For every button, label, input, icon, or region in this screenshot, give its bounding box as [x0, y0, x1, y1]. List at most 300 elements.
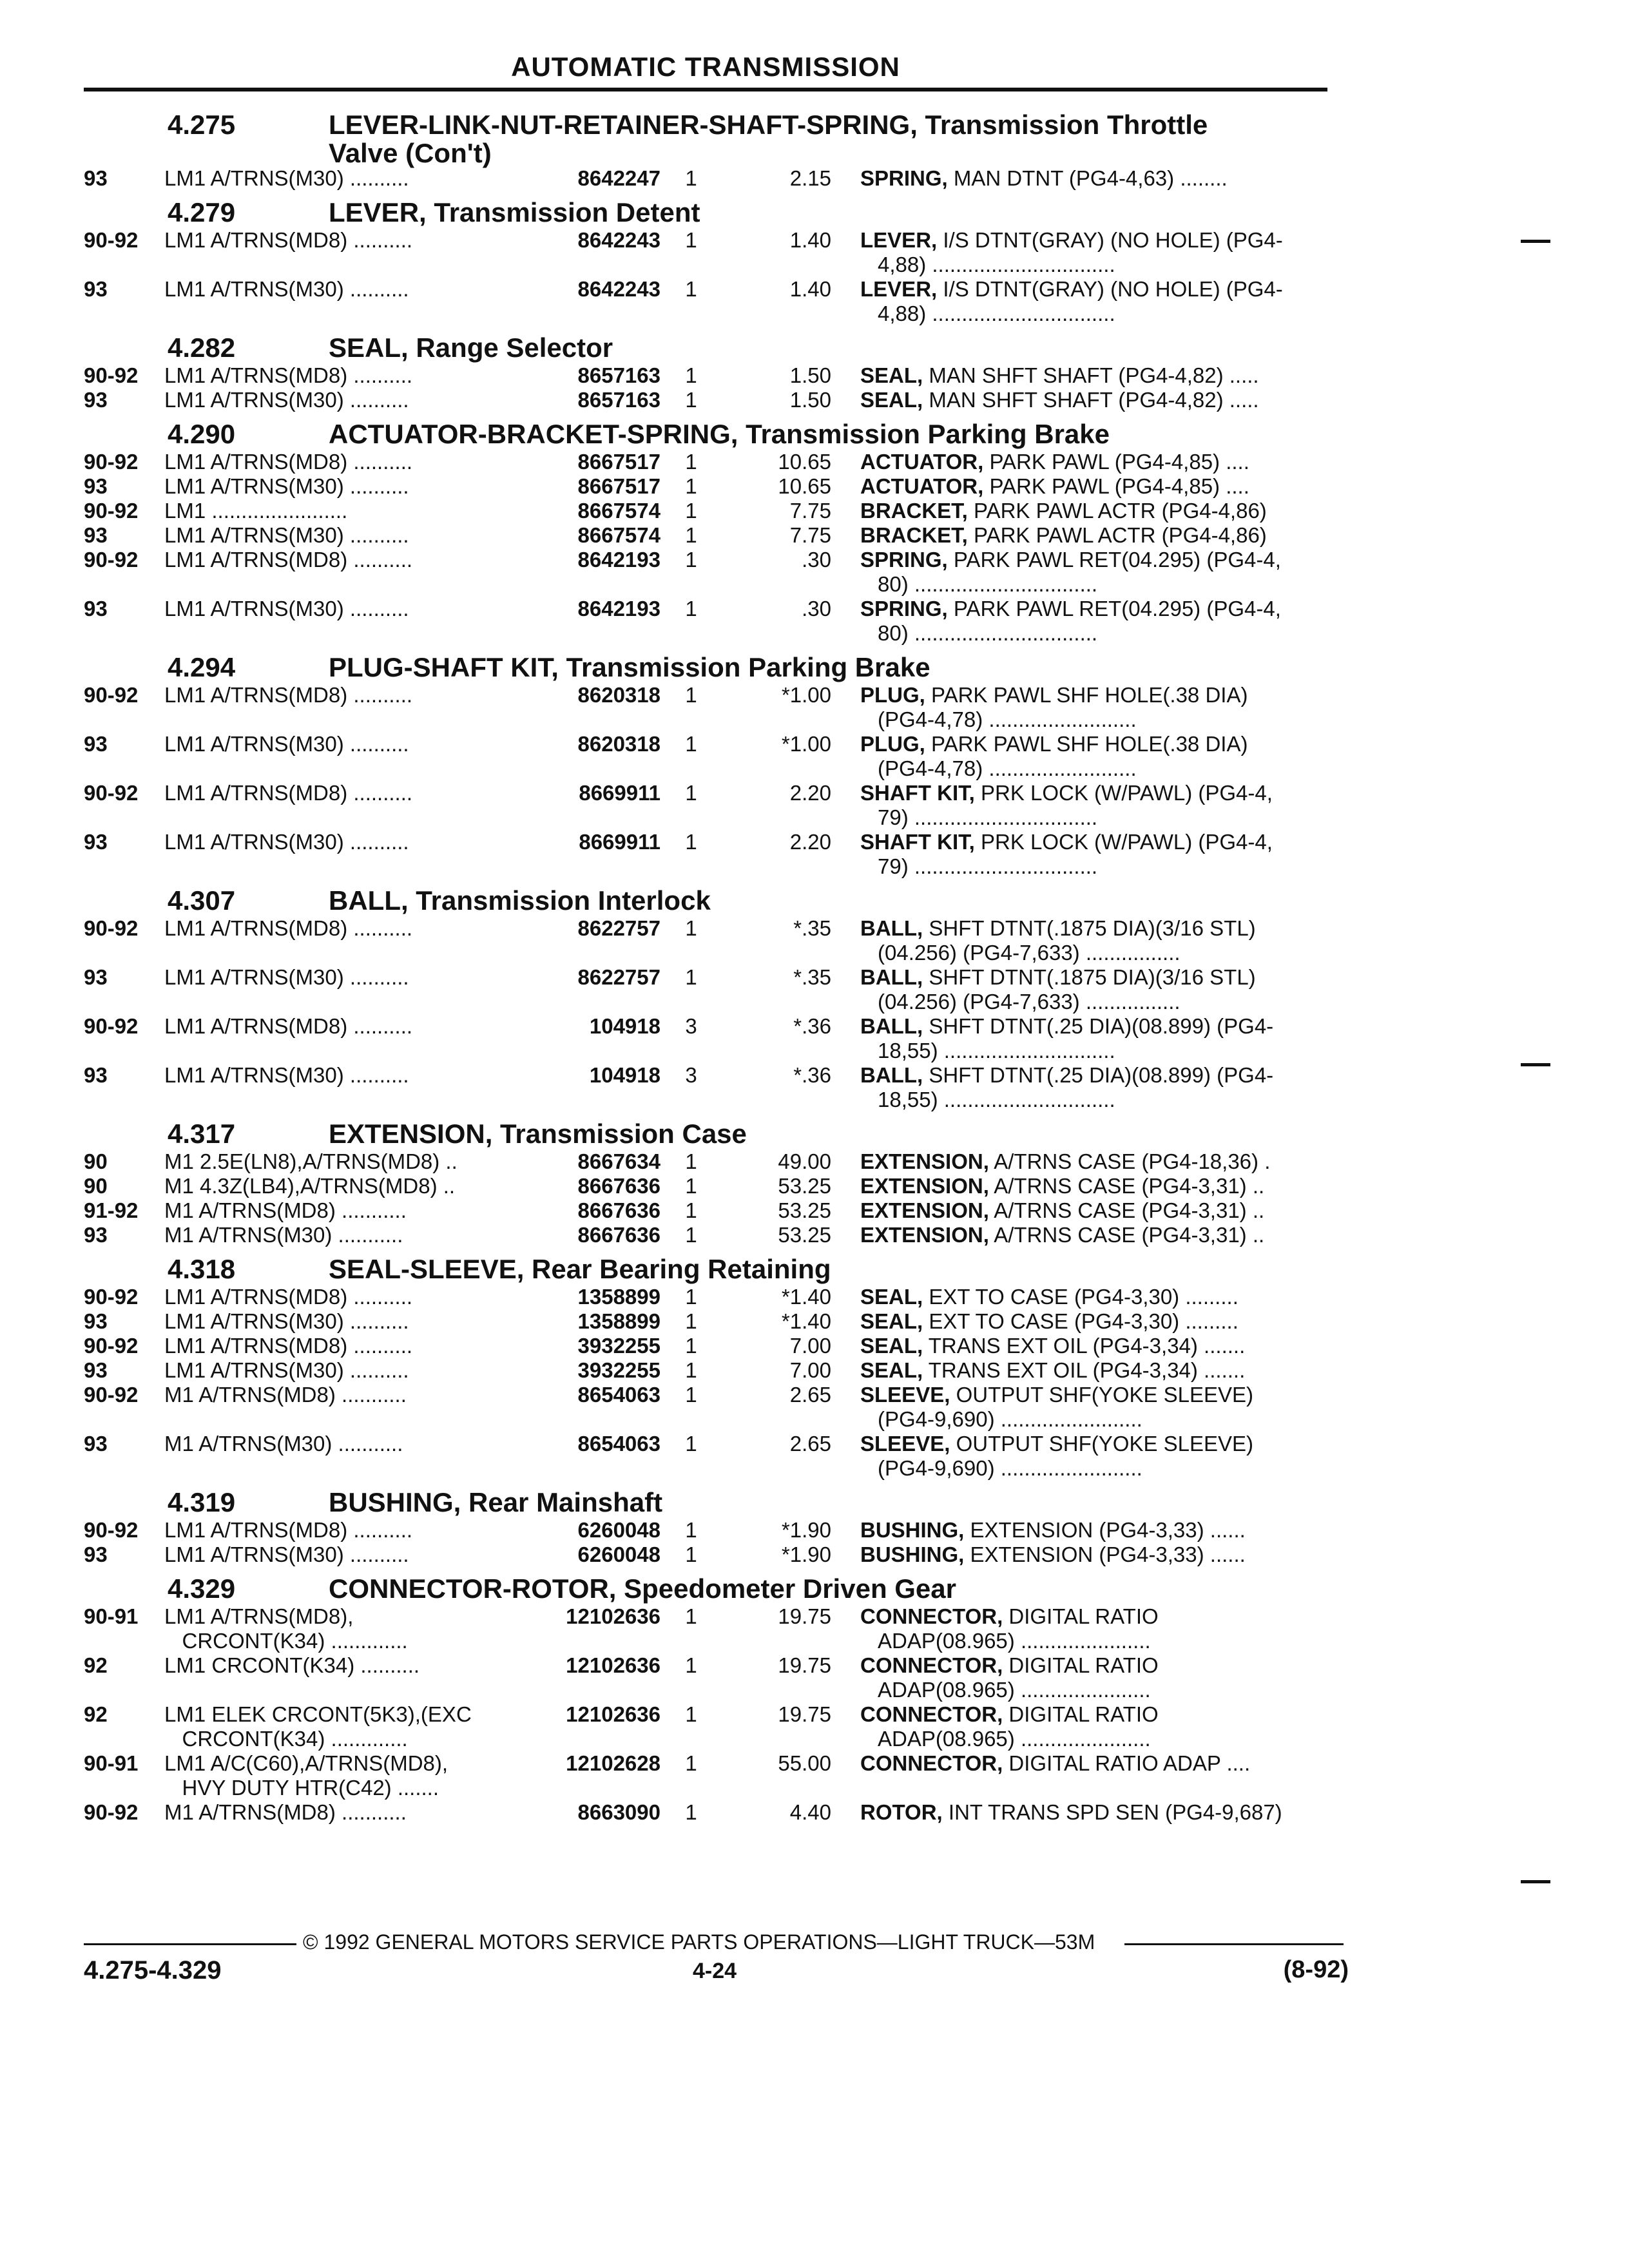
part-row	[84, 1334, 1327, 1358]
description-name: BUSHING,	[860, 1518, 965, 1542]
model-application	[164, 523, 525, 548]
part-description	[831, 597, 1327, 646]
description-line: (04.256) (PG4-7,633) ................	[878, 941, 1181, 965]
model-year: 93	[84, 474, 108, 498]
description-name: BALL,	[860, 1014, 923, 1038]
model-year: 92	[84, 1653, 108, 1677]
description-line: 4,88) ...............................	[878, 253, 1115, 276]
description-name: EXTENSION,	[860, 1174, 989, 1198]
catalog-section	[84, 652, 1327, 879]
model-application	[164, 781, 525, 805]
catalog-section	[84, 332, 1327, 412]
part-row	[84, 1014, 1327, 1063]
model-year: 90-92	[84, 781, 139, 805]
description-line	[860, 965, 1327, 990]
model-line: LM1 A/TRNS(M30) ..........	[164, 1542, 409, 1566]
quantity: 1	[685, 597, 697, 620]
description-line	[860, 1432, 1327, 1456]
model-year: 93	[84, 965, 108, 989]
model-line: LM1 A/TRNS(M30) ..........	[164, 1358, 409, 1382]
model-application	[164, 277, 525, 302]
model-application	[164, 548, 525, 572]
description-name: EXTENSION,	[860, 1149, 989, 1173]
part-row	[84, 523, 1327, 548]
model-year: 92	[84, 1702, 108, 1726]
part-description	[831, 474, 1327, 499]
catalog-section	[84, 1573, 1327, 1825]
description-name: SEAL,	[860, 1309, 923, 1333]
part-description	[831, 1518, 1327, 1542]
quantity: 1	[685, 1358, 697, 1382]
description-text: DIGITAL RATIO ADAP ....	[1008, 1751, 1251, 1775]
price: 2.20	[789, 830, 831, 854]
section-title: ACTUATOR-BRACKET-SPRING, Transmission Parking Brake	[329, 419, 1110, 449]
description-text: PRK LOCK (W/PAWL) (PG4-4,	[981, 830, 1273, 854]
part-row	[84, 1542, 1327, 1567]
description-line: 80) ...............................	[878, 572, 1098, 596]
part-description	[831, 1751, 1327, 1776]
model-line: M1 A/TRNS(MD8) ...........	[164, 1383, 407, 1407]
model-line: LM1 A/TRNS(MD8) ..........	[164, 683, 413, 707]
footer-revision-date: (8-92)	[1283, 1956, 1349, 1983]
description-text: DIGITAL RATIO	[1008, 1653, 1159, 1677]
description-name: PLUG,	[860, 732, 925, 756]
price: 53.25	[778, 1198, 831, 1222]
model-application	[164, 1174, 525, 1198]
model-line: LM1 A/TRNS(M30) ..........	[164, 597, 409, 620]
description-line: (PG4-4,78) .........................	[878, 756, 1137, 780]
description-line: ADAP(08.965) ......................	[878, 1727, 1151, 1751]
quantity: 1	[685, 363, 697, 387]
description-text: EXT TO CASE (PG4-3,30) .........	[929, 1285, 1239, 1309]
price: 55.00	[778, 1751, 831, 1775]
part-number: 8642247	[577, 166, 660, 190]
model-year: 90-92	[84, 363, 139, 387]
model-year: 93	[84, 830, 108, 854]
section-code: 4.307	[168, 885, 236, 916]
part-row	[84, 1223, 1327, 1247]
model-year: 90	[84, 1174, 108, 1198]
model-line: LM1 A/TRNS(MD8) ..........	[164, 228, 413, 252]
part-number: 8642243	[577, 228, 660, 252]
description-name: SEAL,	[860, 1334, 923, 1358]
model-year: 90-92	[84, 1014, 139, 1038]
price: *1.00	[781, 732, 831, 756]
description-text: EXTENSION (PG4-3,33) ......	[970, 1518, 1246, 1542]
model-year: 93	[84, 732, 108, 756]
part-row	[84, 830, 1327, 879]
model-application	[164, 1518, 525, 1542]
price: 19.75	[778, 1702, 831, 1726]
model-line: LM1 A/TRNS(MD8),	[164, 1604, 354, 1628]
part-description	[831, 1309, 1327, 1334]
model-year: 93	[84, 1063, 108, 1087]
description-text: PARK PAWL (PG4-4,85) ....	[989, 474, 1249, 498]
price: *.35	[793, 965, 831, 989]
model-line: LM1 A/TRNS(M30) ..........	[164, 277, 409, 301]
model-line: M1 2.5E(LN8),A/TRNS(MD8) ..	[164, 1149, 458, 1173]
description-line	[860, 277, 1327, 302]
part-description	[831, 1014, 1327, 1063]
description-line: ADAP(08.965) ......................	[878, 1678, 1151, 1702]
catalog-section	[84, 1487, 1327, 1567]
part-row	[84, 388, 1327, 412]
description-line	[860, 1800, 1327, 1825]
model-line: CRCONT(K34) .............	[164, 1629, 408, 1653]
part-row	[84, 1604, 1327, 1653]
model-application	[164, 1604, 525, 1653]
description-text: A/TRNS CASE (PG4-3,31) ..	[994, 1223, 1265, 1247]
quantity: 1	[685, 474, 697, 498]
description-name: SHAFT KIT,	[860, 830, 975, 854]
part-description	[831, 1174, 1327, 1198]
description-text: TRANS EXT OIL (PG4-3,34) .......	[928, 1334, 1246, 1358]
price: 1.40	[789, 228, 831, 252]
model-application	[164, 1149, 525, 1174]
part-number: 8667574	[577, 499, 660, 523]
model-line: LM1 CRCONT(K34) ..........	[164, 1653, 420, 1677]
description-line: 4,88) ...............................	[878, 302, 1115, 325]
description-name: SEAL,	[860, 1285, 923, 1309]
part-row	[84, 1432, 1327, 1481]
quantity: 1	[685, 388, 697, 412]
part-number: 6260048	[577, 1518, 660, 1542]
part-description	[831, 548, 1327, 597]
description-name: SPRING,	[860, 548, 948, 572]
price: .30	[802, 548, 831, 572]
part-number: 8667634	[577, 1149, 660, 1173]
model-line: LM1 A/TRNS(M30) ..........	[164, 1309, 409, 1333]
footer-copyright: © 1992 GENERAL MOTORS SERVICE PARTS OPERATIONS—LIGHT TRUCK—53M	[303, 1930, 1095, 1954]
part-description	[831, 363, 1327, 388]
quantity: 1	[685, 916, 697, 940]
model-line: LM1 A/TRNS(MD8) ..........	[164, 1014, 413, 1038]
model-year: 90-92	[84, 916, 139, 940]
price: 2.65	[789, 1383, 831, 1407]
description-line	[860, 1751, 1327, 1776]
model-application	[164, 732, 525, 756]
description-line	[860, 388, 1327, 412]
part-row	[84, 732, 1327, 781]
model-application	[164, 1334, 525, 1358]
model-line: LM1 A/TRNS(MD8) ..........	[164, 548, 413, 572]
price: *1.00	[781, 683, 831, 707]
section-title: BUSHING, Rear Mainshaft	[329, 1487, 663, 1517]
section-title-continued: Valve (Con't)	[329, 138, 492, 168]
section-heading	[84, 1573, 1327, 1604]
model-line: HVY DUTY HTR(C42) .......	[164, 1776, 439, 1800]
description-name: CONNECTOR,	[860, 1653, 1003, 1677]
part-row	[84, 597, 1327, 646]
quantity: 1	[685, 548, 697, 572]
description-text: MAN SHFT SHAFT (PG4-4,82) .....	[929, 388, 1259, 412]
description-text: MAN SHFT SHAFT (PG4-4,82) .....	[929, 363, 1259, 387]
model-line: LM1 ELEK CRCONT(5K3),(EXC	[164, 1702, 472, 1726]
price: *1.40	[781, 1309, 831, 1333]
model-application	[164, 1358, 525, 1383]
model-year: 90-92	[84, 1800, 139, 1824]
model-year: 90-92	[84, 1518, 139, 1542]
quantity: 1	[685, 1432, 697, 1456]
part-description	[831, 830, 1327, 879]
model-application	[164, 1383, 525, 1407]
description-line: 18,55) .............................	[878, 1039, 1115, 1062]
quantity: 1	[685, 1174, 697, 1198]
section-title: EXTENSION, Transmission Case	[329, 1119, 747, 1149]
description-name: CONNECTOR,	[860, 1604, 1003, 1628]
model-line: LM1 A/TRNS(M30) ..........	[164, 1063, 409, 1087]
footer-rule-right	[1124, 1943, 1344, 1945]
model-application	[164, 1223, 525, 1247]
price: 1.50	[789, 388, 831, 412]
part-description	[831, 1604, 1327, 1653]
model-line: LM1 .......................	[164, 499, 348, 523]
quantity: 1	[685, 732, 697, 756]
part-number: 8669911	[579, 781, 660, 805]
quantity: 1	[685, 1542, 697, 1566]
part-description	[831, 1702, 1327, 1751]
description-line	[860, 1285, 1327, 1309]
description-text: PARK PAWL ACTR (PG4-4,86)	[974, 499, 1267, 523]
description-name: BALL,	[860, 1063, 923, 1087]
section-heading	[84, 332, 1327, 363]
footer-rule-left	[84, 1943, 296, 1945]
description-name: SEAL,	[860, 1358, 923, 1382]
description-line	[860, 1198, 1327, 1223]
model-line: LM1 A/TRNS(MD8) ..........	[164, 1285, 413, 1309]
section-heading	[84, 885, 1327, 916]
price: 2.20	[789, 781, 831, 805]
part-row	[84, 1653, 1327, 1702]
description-name: BALL,	[860, 916, 923, 940]
model-year: 93	[84, 1223, 108, 1247]
quantity: 1	[685, 523, 697, 547]
description-line	[860, 732, 1327, 756]
part-row	[84, 277, 1327, 326]
quantity: 1	[685, 228, 697, 252]
part-description	[831, 1223, 1327, 1247]
section-code: 4.294	[168, 652, 236, 682]
section-title: BALL, Transmission Interlock	[329, 885, 711, 916]
model-application	[164, 450, 525, 474]
part-description	[831, 450, 1327, 474]
footer-section-range: 4.275-4.329	[84, 1956, 222, 1984]
description-line	[860, 474, 1327, 499]
description-line	[860, 1383, 1327, 1407]
model-line: LM1 A/TRNS(M30) ..........	[164, 965, 409, 989]
price: 53.25	[778, 1223, 831, 1247]
quantity: 1	[685, 1334, 697, 1358]
section-title: PLUG-SHAFT KIT, Transmission Parking Brake	[329, 652, 930, 682]
description-text: EXTENSION (PG4-3,33) ......	[970, 1542, 1246, 1566]
part-description	[831, 1432, 1327, 1481]
section-code: 4.275	[168, 110, 236, 140]
section-title: LEVER, Transmission Detent	[329, 197, 700, 227]
description-line: (PG4-9,690) ........................	[878, 1407, 1142, 1431]
model-application	[164, 1432, 525, 1456]
quantity: 1	[685, 1653, 697, 1677]
model-line: M1 A/TRNS(MD8) ...........	[164, 1198, 407, 1222]
model-application	[164, 1063, 525, 1088]
model-line: LM1 A/TRNS(MD8) ..........	[164, 363, 413, 387]
model-application	[164, 166, 525, 191]
price: 4.40	[789, 1800, 831, 1824]
part-row	[84, 363, 1327, 388]
description-line	[860, 166, 1327, 191]
description-name: CONNECTOR,	[860, 1751, 1003, 1775]
model-year: 90-92	[84, 450, 139, 474]
price: *.35	[793, 916, 831, 940]
model-application	[164, 1285, 525, 1309]
section-code: 4.319	[168, 1487, 236, 1517]
part-description	[831, 277, 1327, 326]
part-row	[84, 228, 1327, 277]
price: 1.50	[789, 363, 831, 387]
description-name: BUSHING,	[860, 1542, 965, 1566]
description-name: SEAL,	[860, 363, 923, 387]
part-description	[831, 683, 1327, 732]
part-description	[831, 1285, 1327, 1309]
part-row	[84, 965, 1327, 1014]
quantity: 1	[685, 965, 697, 989]
description-line	[860, 781, 1327, 805]
model-line: LM1 A/TRNS(MD8) ..........	[164, 1334, 413, 1358]
quantity: 3	[685, 1014, 697, 1038]
description-text: TRANS EXT OIL (PG4-3,34) .......	[928, 1358, 1246, 1382]
model-line: LM1 A/TRNS(MD8) ..........	[164, 450, 413, 474]
description-text: A/TRNS CASE (PG4-18,36) .	[994, 1149, 1271, 1173]
description-name: EXTENSION,	[860, 1198, 989, 1222]
model-year: 90-92	[84, 499, 139, 523]
part-description	[831, 523, 1327, 548]
part-description	[831, 166, 1327, 191]
catalog-section	[84, 1254, 1327, 1481]
description-line: 18,55) .............................	[878, 1088, 1115, 1111]
part-row	[84, 474, 1327, 499]
model-year: 93	[84, 388, 108, 412]
price: 19.75	[778, 1604, 831, 1628]
description-line: 79) ...............................	[878, 854, 1098, 878]
price: 7.00	[789, 1334, 831, 1358]
model-line: M1 4.3Z(LB4),A/TRNS(MD8) ..	[164, 1174, 456, 1198]
description-name: ACTUATOR,	[860, 474, 984, 498]
part-number: 8667636	[577, 1174, 660, 1198]
part-number: 12102636	[566, 1702, 660, 1726]
price: *.36	[793, 1014, 831, 1038]
model-application	[164, 388, 525, 412]
part-row	[84, 450, 1327, 474]
model-line: M1 A/TRNS(MD8) ...........	[164, 1800, 407, 1824]
description-name: SHAFT KIT,	[860, 781, 975, 805]
part-number: 104918	[589, 1063, 660, 1087]
part-number: 8667574	[577, 523, 660, 547]
part-row	[84, 1518, 1327, 1542]
quantity: 1	[685, 781, 697, 805]
model-year: 90-92	[84, 1285, 139, 1309]
price: *1.40	[781, 1285, 831, 1309]
quantity: 1	[685, 166, 697, 190]
part-number: 8657163	[577, 363, 660, 387]
page-title: AUTOMATIC TRANSMISSION	[511, 52, 900, 82]
description-name: LEVER,	[860, 277, 938, 301]
part-row	[84, 1285, 1327, 1309]
description-name: BALL,	[860, 965, 923, 989]
part-description	[831, 388, 1327, 412]
section-code: 4.318	[168, 1254, 236, 1284]
description-text: SHFT DTNT(.25 DIA)(08.899) (PG4-	[929, 1063, 1274, 1087]
model-line: LM1 A/TRNS(M30) ..........	[164, 732, 409, 756]
price: 10.65	[778, 450, 831, 474]
model-application	[164, 1751, 525, 1800]
part-number: 8667517	[577, 450, 660, 474]
quantity: 1	[685, 1518, 697, 1542]
model-line: LM1 A/TRNS(M30) ..........	[164, 830, 409, 854]
part-row	[84, 1751, 1327, 1800]
model-year: 93	[84, 523, 108, 547]
description-line: 79) ...............................	[878, 805, 1098, 829]
description-text: DIGITAL RATIO	[1008, 1604, 1159, 1628]
part-description	[831, 1383, 1327, 1432]
margin-mark	[1521, 1880, 1550, 1883]
part-number: 12102636	[566, 1604, 660, 1628]
header-rule	[84, 88, 1327, 91]
catalog-section	[84, 110, 1327, 191]
part-row	[84, 1309, 1327, 1334]
quantity: 1	[685, 277, 697, 301]
description-text: A/TRNS CASE (PG4-3,31) ..	[994, 1174, 1265, 1198]
description-text: OUTPUT SHF(YOKE SLEEVE)	[956, 1432, 1254, 1456]
quantity: 1	[685, 1149, 697, 1173]
description-text: PARK PAWL SHF HOLE(.38 DIA)	[931, 732, 1248, 756]
model-year: 91-92	[84, 1198, 139, 1222]
description-name: PLUG,	[860, 683, 925, 707]
model-line: M1 A/TRNS(M30) ...........	[164, 1223, 403, 1247]
part-description	[831, 965, 1327, 1014]
part-row	[84, 1358, 1327, 1383]
description-line	[860, 1518, 1327, 1542]
quantity: 1	[685, 1604, 697, 1628]
section-heading	[84, 419, 1327, 450]
model-application	[164, 1653, 525, 1678]
description-text: A/TRNS CASE (PG4-3,31) ..	[994, 1198, 1265, 1222]
description-line	[860, 363, 1327, 388]
part-number: 3932255	[577, 1358, 660, 1382]
part-number: 8654063	[577, 1432, 660, 1456]
model-year: 90-91	[84, 1604, 139, 1628]
model-line: LM1 A/TRNS(M30) ..........	[164, 474, 409, 498]
description-name: BRACKET,	[860, 499, 968, 523]
description-name: CONNECTOR,	[860, 1702, 1003, 1726]
quantity: 1	[685, 450, 697, 474]
catalog-section	[84, 197, 1327, 326]
model-application	[164, 363, 525, 388]
description-line	[860, 1542, 1327, 1567]
part-number: 12102628	[566, 1751, 660, 1775]
description-text: SHFT DTNT(.25 DIA)(08.899) (PG4-	[929, 1014, 1274, 1038]
catalog-section	[84, 1119, 1327, 1247]
description-line	[860, 1334, 1327, 1358]
model-year: 90	[84, 1149, 108, 1173]
section-title: SEAL, Range Selector	[329, 332, 613, 363]
part-description	[831, 1334, 1327, 1358]
model-line: LM1 A/TRNS(M30) ..........	[164, 166, 409, 190]
part-number: 8657163	[577, 388, 660, 412]
description-text: PRK LOCK (W/PAWL) (PG4-4,	[981, 781, 1273, 805]
section-code: 4.329	[168, 1573, 236, 1604]
description-line	[860, 597, 1327, 621]
model-year: 93	[84, 1432, 108, 1456]
part-description	[831, 1063, 1327, 1112]
